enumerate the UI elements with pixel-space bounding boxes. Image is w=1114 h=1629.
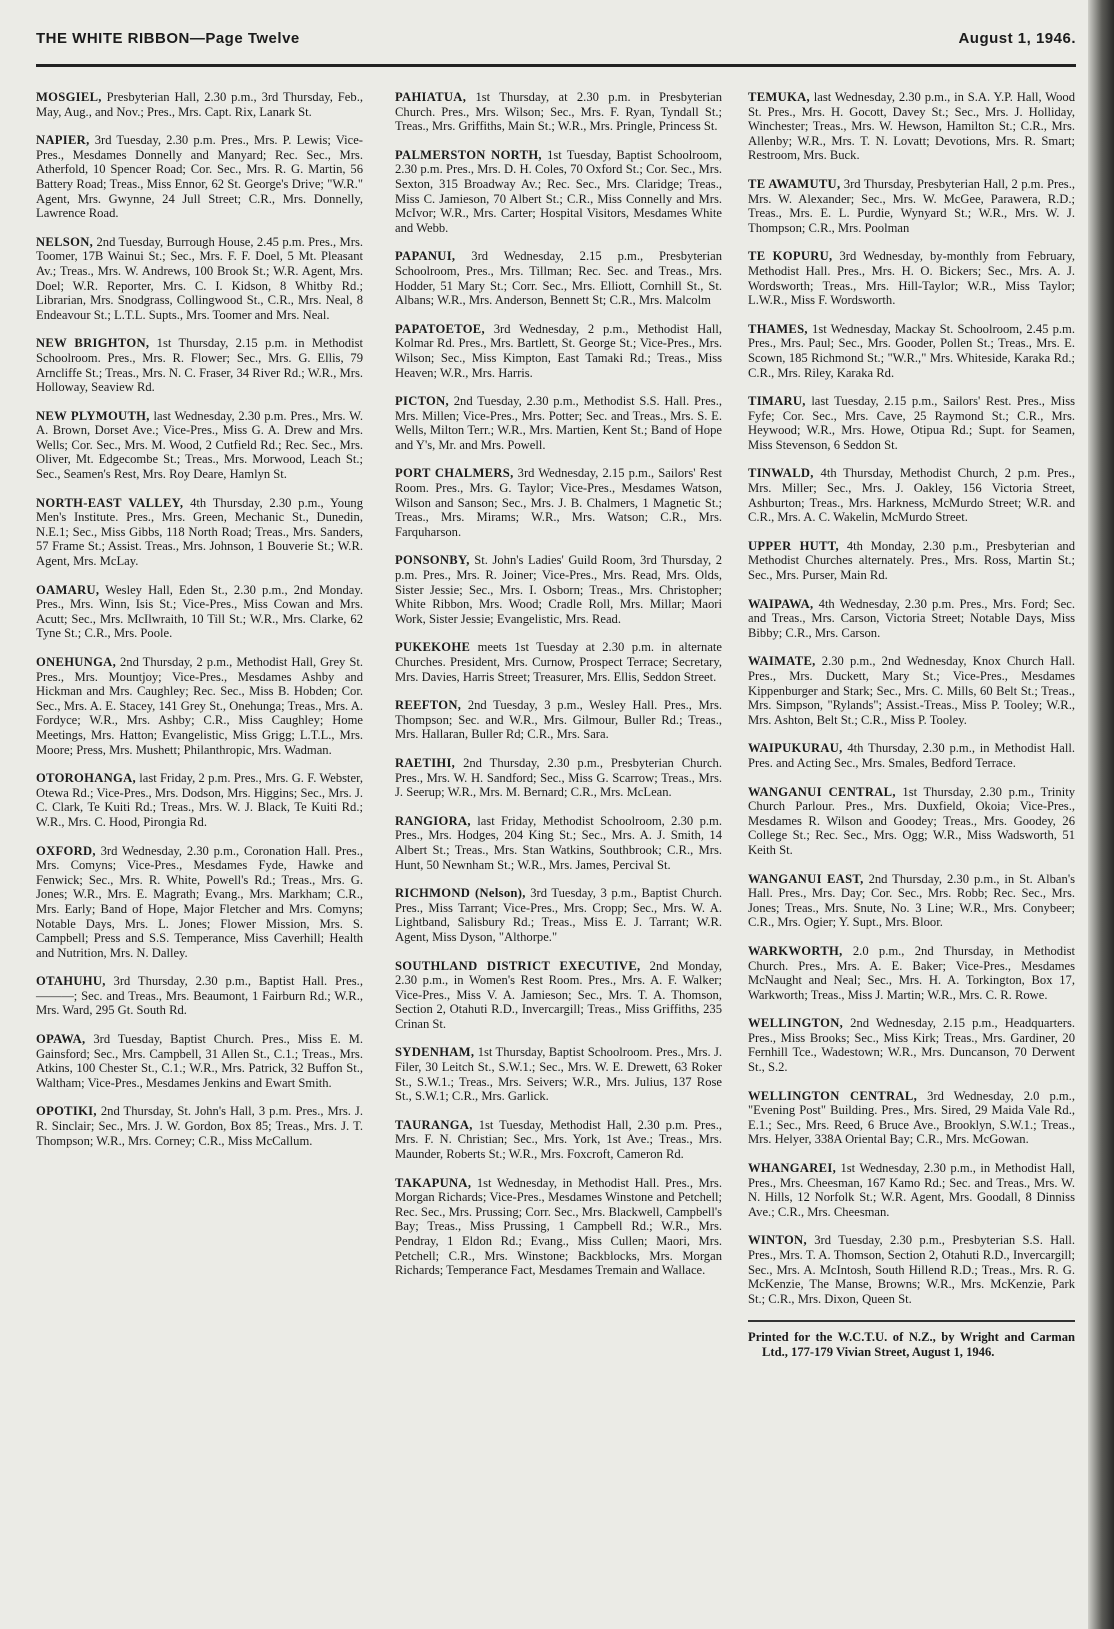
- branch-details: 3rd Thursday, Presbyterian Hall, 2 p.m. Pres., Mrs. W. Alexander; Sec., Mrs. W. McGee, Parawera, R.D.; Treas., Mrs. E. L. Purdie, Wynyard St.; W.R., Mrs. W. J. Thompson; C.R., Mrs. Poolman: [748, 176, 1075, 235]
- branch-entry: [395, 148, 722, 236]
- branch-entry: [395, 553, 722, 626]
- branch-name: RANGIORA,: [395, 813, 471, 828]
- branch-entry: [36, 235, 363, 323]
- branch-entry: [36, 844, 363, 961]
- branch-entry: [748, 654, 1075, 727]
- branch-name: NAPIER,: [36, 133, 90, 148]
- branch-name: UPPER HUTT,: [748, 538, 839, 553]
- branch-entry: [395, 394, 722, 452]
- column-3-entries: [748, 90, 1075, 1306]
- branch-name: OAMARU,: [36, 582, 100, 597]
- branch-entry: [36, 90, 363, 119]
- branch-entry: [748, 785, 1075, 858]
- branch-entry: [395, 1118, 722, 1162]
- branch-details: 1st Tuesday, Methodist Hall, 2.30 p.m. Pres., Mrs. F. N. Christian; Sec., Mrs. York, 1st Ave.; Treas., Mrs. Maunder, Roberts St.; W.R., Mrs. Foxcroft, Cameron Rd.: [395, 1117, 722, 1162]
- branch-entry: [395, 90, 722, 134]
- branch-entry: [36, 133, 363, 221]
- branch-name: TAURANGA,: [395, 1117, 473, 1132]
- page-edge-shadow: [1088, 0, 1114, 1629]
- branch-entry: [748, 597, 1075, 641]
- branch-details: 3rd Tuesday, 2.30 p.m., Presbyterian S.S. Hall. Pres., Mrs. T. A. Thomson, Section 2, Otahuti R.D., Invercargill; Sec., Mrs. A. McIntosh, South Hillend R.D.; Treas., Mrs. R. G. McKenzie, The Manse, Browns; W.R., Mrs. McKenzie, Park St.; C.R., Mrs. Dixon, Queen St.: [748, 1233, 1075, 1306]
- branch-details: 3rd Wednesday, by-monthly from February, Methodist Hall. Pres., Mrs. H. O. Bickers; Sec., Mrs. A. J. Wordsworth; Treas., Mrs. Hill-Taylor; W.R., Miss Taylor; L.W.R., Miss F. Wordsworth.: [748, 249, 1075, 308]
- branch-name: WHANGAREI,: [748, 1161, 837, 1176]
- branch-entry: [36, 974, 363, 1018]
- branch-entry: [395, 249, 722, 307]
- branch-details: 4th Thursday, Methodist Church, 2 p.m. Pres., Mrs. Miller; Sec., Mrs. J. Oakley, 156 Victoria Street, Ashburton; Treas., Mrs. Harkness, McMurdo Street; W.R. and C.R., Mrs. A. C. Wakelin, McMurdo Street.: [748, 466, 1075, 525]
- branch-entry: [748, 872, 1075, 930]
- branch-details: 3rd Wednesday, 2.30 p.m., Coronation Hall. Pres., Mrs. Comyns; Vice-Pres., Mesdames Fyde, Hawke and Fenwick; Sec., Mrs. R. White, Powell's Rd.; Treas., Mrs. G. Jones; W.R., Mrs. E. Magrath; Evang., Mrs. Markham; C.R., Mrs. Early; Band of Hope, Major Fletcher and Mrs. Comyns; Notable Days, Mrs. L. Jones; Flower Mission, Mrs. S. Campbell; Press and S.S. Temperance, Miss Caverhill; Health and Nutrition, Mrs. N. Dalley.: [36, 843, 364, 960]
- page-header: [36, 30, 1076, 54]
- branch-name: TE KOPURU,: [748, 249, 833, 264]
- branch-entry: [748, 539, 1075, 583]
- branch-name: SOUTHLAND DISTRICT EXECUTIVE,: [395, 958, 641, 973]
- branch-name: TAKAPUNA,: [395, 1175, 472, 1190]
- branch-name: WARKWORTH,: [748, 943, 843, 958]
- branch-name: TIMARU,: [748, 394, 806, 409]
- branch-name: ONEHUNGA,: [36, 655, 117, 669]
- branch-name: PONSONBY,: [395, 553, 470, 568]
- branch-name: WELLINGTON,: [748, 1016, 844, 1031]
- branch-details: 3rd Wednesday, 2.0 p.m., "Evening Post" Building. Pres., Mrs. Sired, 29 Maida Vale Rd., E.1.; Sec., Mrs. Reed, 6 Bruce Ave., Brooklyn, S.W.1.; Treas., Mrs. Helyer, 338A Oriental Bay; C.R., Mrs. McGowan.: [748, 1088, 1075, 1147]
- branch-name: NEW PLYMOUTH,: [36, 408, 150, 423]
- branch-entry: [36, 655, 363, 757]
- branch-entry: [395, 466, 722, 539]
- column-1: [36, 90, 363, 1162]
- branch-entry: [395, 698, 722, 742]
- column-3: [748, 90, 1075, 1360]
- branch-entry: [748, 1161, 1075, 1219]
- branch-details: 1st Wednesday, in Methodist Hall. Pres., Mrs. Morgan Richards; Vice-Pres., Mesdames Winstone and Petchell; Rec. Sec., Mrs. Prussing; Corr. Sec., Mrs. Blackwell, Campbell's Bay; Treas., Miss Prussing, 1 Campbell Rd.; W.R., Mrs. Pendray, 1 Eldon Rd.; Evang., Miss Cullen; Maori, Mrs. Petchell; C.R., Mrs. Winstone; Backblocks, Mrs. Morgan Richards; Temperance Fact, Mesdames Tremain and Wallace.: [395, 1175, 722, 1278]
- branch-details: St. John's Ladies' Guild Room, 3rd Thursday, 2 p.m. Pres., Mrs. R. Joiner; Vice-Pres., Mrs. Read, Mrs. Olds, Sister Jessie; Sec., Mrs. I. Osborn; Treas., Mrs. Christopher; White Ribbon, Mrs. Wood; Cradle Roll, Mrs. Millar; Maori Work, Sister Jessie; Evangelistic, Mrs. Read.: [395, 553, 722, 626]
- branch-entry: [395, 322, 722, 380]
- branch-entry: [395, 640, 722, 684]
- branch-details: 3rd Wednesday, 2.15 p.m., Presbyterian Schoolroom, Pres., Mrs. Tillman; Rec. Sec. and Treas., Mrs. Hodder, 51 Mary St.; Corr. Sec., Mrs. Elliott, Cornhill St., St. Albans; W.R., Mrs. Anderson, Bennett St; C.R., Mrs. Malcolm: [395, 249, 722, 308]
- branch-name: OTAHUHU,: [36, 974, 106, 989]
- branch-details: 2nd Monday, 2.30 p.m., in Women's Rest Room. Pres., Mrs. A. F. Walker; Vice-Pres., Miss V. A. Jamieson; Sec., Mrs. T. A. Thomson, Section 2, Otahuti R.D., Invercargill; Treas., Miss Griffiths, 235 Crinan St.: [395, 958, 722, 1031]
- branch-details: 2nd Thursday, 2.30 p.m., Presbyterian Church. Pres., Mrs. W. H. Sandford; Sec., Miss G. Scarrow; Treas., Mrs. J. Seerup; W.R., Mrs. M. Bernard; C.R., Mrs. McLean.: [395, 755, 722, 800]
- branch-details: Wesley Hall, Eden St., 2.30 p.m., 2nd Monday. Pres., Mrs. Winn, Isis St.; Vice-Pres., Miss Cowan and Mrs. Acutt; Sec., Mrs. McIlwraith, 10 Till St.; W.R., Mrs. Clarke, 62 Tyne St.; C.R., Mrs. Poole.: [36, 582, 364, 641]
- branch-name: PORT CHALMERS,: [395, 466, 514, 481]
- branch-entry: [36, 771, 363, 829]
- branch-name: PAPATOETOE,: [395, 321, 485, 336]
- branch-details: 4th Thursday, 2.30 p.m., in Methodist Hall. Pres. and Acting Sec., Mrs. Smales, Bedford Terrace.: [748, 741, 1075, 770]
- branch-name: WANGANUI CENTRAL,: [748, 784, 896, 799]
- branch-details: 2nd Thursday, 2.30 p.m., in St. Alban's Hall. Pres., Mrs. Day; Cor. Sec., Mrs. Robb; Rec. Sec., Mrs. Jones; Treas., Mrs. Snute, No. 3 Line; W.R., Mrs. Conybeer; C.R., Mrs. Ogier; Y. Supt., Mrs. Bloor.: [748, 871, 1075, 930]
- branch-details: 3rd Tuesday, 3 p.m., Baptist Church. Pres., Miss Tarrant; Vice-Pres., Mrs. Cropp; Sec., Mrs. W. A. Lightband, Salisbury Rd.; Treas., Miss E. J. Tarrant; W.R. Agent, Miss Dyson, "Althorpe.": [395, 886, 722, 944]
- branch-name: OPOTIKI,: [36, 1104, 97, 1119]
- branch-entry: [36, 1104, 363, 1148]
- branch-entry: [748, 177, 1075, 235]
- branch-details: last Friday, Methodist Schoolroom, 2.30 p.m. Pres., Mrs. Hodges, 204 King St.; Sec., Mrs. A. J. Smith, 14 Albert St.; Treas., Mrs. Stan Watkins, Southbrook; C.R., Mrs. Hunt, 50 Newnham St.; W.R., Mrs. James, Percival St.: [395, 813, 722, 872]
- branch-name: RICHMOND (Nelson),: [395, 886, 526, 901]
- branch-details: 3rd Wednesday, 2 p.m., Methodist Hall, Kolmar Rd. Pres., Mrs. Bartlett, St. George St.; Vice-Pres., Mrs. Wilson; Sec., Miss Kimpton, East Tamaki Rd.; Treas., Miss Heaven; W.R., Mrs. Harris.: [395, 321, 722, 380]
- branch-details: 2.30 p.m., 2nd Wednesday, Knox Church Hall. Pres., Mrs. Duckett, Mary St.; Vice-Pres., Mesdames Kippenburger and Stark; Sec., Mrs. C. Mills, 60 Belt St.; Treas., Mrs. Simpson, "Rylands"; Assist.-Treas., Miss P. Tooley; W.R., Mrs. Ashton, Belt St.; C.R., Miss P. Tooley.: [748, 654, 1075, 727]
- branch-details: 4th Monday, 2.30 p.m., Presbyterian and Methodist Churches alternately. Pres., Mrs. Ross, Martin St.; Sec., Mrs. Purser, Main Rd.: [748, 538, 1076, 583]
- branch-entry: [748, 466, 1075, 524]
- branch-name: OPAWA,: [36, 1032, 86, 1047]
- branch-entry: [748, 90, 1075, 163]
- page-date: August 1, 1946.: [958, 30, 1076, 47]
- branch-details: 2nd Tuesday, Burrough House, 2.45 p.m. Pres., Mrs. Toomer, 17B Wainui St.; Sec., Mrs. F. F. Doel, 5 Mt. Pleasant Av.; Treas., Mrs. W. Andrews, 100 Brook St.; W.R. Agent, Mrs. Doel; W.R. Reporter, Mrs. C. I. Kidson, 8 Whitby Rd.; Librarian, Mrs. Snodgrass, Collingwood St., C.R., Mrs. Neal, 8 Endeavour St.; L.T.L. Supts., Mrs. Toomer and Mrs. Neal.: [36, 234, 363, 322]
- branch-details: Presbyterian Hall, 2.30 p.m., 3rd Thursday, Feb., May, Aug., and Nov.; Pres., Mrs. Capt. Rix, Lanark St.: [36, 90, 363, 119]
- branch-name: RAETIHI,: [395, 755, 456, 770]
- branch-name: NORTH-EAST VALLEY,: [36, 495, 184, 510]
- branch-entry: [748, 322, 1075, 380]
- branch-details: 3rd Wednesday, 2.15 p.m., Sailors' Rest Room. Pres., Mrs. G. Taylor; Vice-Pres., Mesdames Watson, Wilson and Sanson; Sec., Mrs. J. B. Chalmers, 1 Magnetic St.; Treas., Mrs. Mirams; W.R., Mrs. Watson; C.R., Mrs. Farquharson.: [395, 466, 722, 539]
- branch-entry: [748, 741, 1075, 770]
- branch-details: 2.0 p.m., 2nd Thursday, in Methodist Church. Pres., Mrs. A. E. Baker; Vice-Pres., Mesdames McNaught and Neal; Sec., Mrs. H. A. Torkington, Box 17, Warkworth; Treas., Miss J. Martin; W.R., Mrs. C. R. Rowe.: [748, 943, 1076, 1002]
- branch-name: WELLINGTON CENTRAL,: [748, 1088, 918, 1103]
- page-title: THE WHITE RIBBON—Page Twelve: [36, 30, 300, 47]
- branch-name: PUKEKOHE: [395, 640, 471, 655]
- branch-name: TINWALD,: [748, 466, 814, 481]
- branch-details: meets 1st Tuesday at 2.30 p.m. in alternate Churches. President, Mrs. Curnow, Prospect Terrace; Secretary, Mrs. Davies, Harris Street; Treasurer, Mrs. Ellis, Seddon Street.: [395, 640, 722, 684]
- printer-note: Printed for the W.C.T.U. of N.Z., by Wright and Carman Ltd., 177-179 Vivian Street, August 1, 1946.: [748, 1320, 1075, 1360]
- branch-details: 1st Thursday, at 2.30 p.m. in Presbyterian Church. Pres., Mrs. Wilson; Sec., Mrs. F. Ryan, Tyndall St.; Treas., Mrs. Griffiths, Main St.; W.R., Mrs. Pringle, Princess St.: [395, 90, 722, 134]
- branch-details: last Tuesday, 2.15 p.m., Sailors' Rest. Pres., Miss Fyfe; Cor. Sec., Mrs. Cave, 25 Raymond St.; C.R., Mrs. Heywood; W.R., Mrs. Howe, Otipua Rd.; Supt. for Seamen, Miss Stevenson, 6 Seddon St.: [748, 394, 1075, 452]
- branch-entry: [748, 1233, 1075, 1306]
- branch-details: last Wednesday, 2.30 p.m. Pres., Mrs. W. A. Brown, Dorset Ave.; Vice-Pres., Miss G. A. Drew and Mrs. Wells; Cor. Sec., Mrs. M. Wood, 2 Cutfield Rd.; Rec. Sec., Mrs. Oliver, Mt. Edgecombe St.; Treas., Mrs. Morwood, Leach St.; Sec., Seamen's Rest, Mrs. Roy Deare, Hamlyn St.: [36, 408, 363, 482]
- branch-details: 2nd Thursday, St. John's Hall, 3 p.m. Pres., Mrs. J. R. Sinclair; Sec., Mrs. J. W. Gordon, Box 85; Treas., Mrs. J. T. Thompson; W.R., Mrs. Corney; C.R., Miss McCallum.: [36, 1104, 363, 1148]
- branch-entry: [36, 496, 363, 569]
- branch-name: WANGANUI EAST,: [748, 871, 864, 886]
- branch-entry: [748, 1089, 1075, 1147]
- branch-details: 1st Thursday, Baptist Schoolroom. Pres., Mrs. J. Filer, 30 Leitch St., S.W.1.; Sec., Mrs. W. E. Drewett, 63 Roker St., S.W.1.; Treas., Mrs. Seivers; W.R., Mrs. Julius, 137 Rose St., S.W.1; C.R., Mrs. Garlick.: [395, 1045, 722, 1104]
- branch-details: last Wednesday, 2.30 p.m., in S.A. Y.P. Hall, Wood St. Pres., Mrs. H. Gocott, Davey St.; Sec., Mrs. J. Holliday, Winchester; Treas., Mrs. W. Hewson, Hamilton St.; C.R., Mrs. Allenby; W.R., Mrs. T. N. Lovatt; Devotions, Mrs. R. Smart; Restroom, Mrs. Buck.: [748, 90, 1075, 163]
- branch-name: WAIPAWA,: [748, 596, 814, 611]
- branch-details: 1st Wednesday, Mackay St. Schoolroom, 2.45 p.m. Pres., Mrs. Paul; Sec., Mrs. Gooder, Pollen St.; Treas., Mrs. E. Scown, 185 Richmond St.; "W.R.," Mrs. Whiteside, Karaka Rd.; C.R., Mrs. Riley, Karaka Rd.: [748, 321, 1075, 380]
- column-2: [395, 90, 722, 1292]
- branch-name: PAHIATUA,: [395, 90, 467, 104]
- branch-name: WINTON,: [748, 1233, 807, 1248]
- branch-entry: [395, 886, 722, 944]
- branch-entry: [395, 756, 722, 800]
- branch-name: NELSON,: [36, 234, 94, 249]
- branch-name: SYDENHAM,: [395, 1045, 475, 1060]
- branch-entry: [748, 944, 1075, 1002]
- header-rule: [36, 64, 1076, 67]
- branch-entry: [748, 1016, 1075, 1074]
- branch-details: 3rd Tuesday, 2.30 p.m. Pres., Mrs. P. Lewis; Vice-Pres., Mesdames Donnelly and Manyard; Rec. Sec., Mrs. Atherfold, 10 Spencer Road; Cor. Sec., Mrs. R. G. Martin, 56 Battery Road; Treas., Miss Ennor, 62 St. George's Drive; "W.R." Agent, Mrs. Gwynne, 24 Jull Street; C.R., Mrs. Donnelly, Lawrence Road.: [36, 133, 363, 221]
- branch-name: OTOROHANGA,: [36, 771, 136, 786]
- branch-name: OXFORD,: [36, 843, 96, 858]
- branch-name: WAIMATE,: [748, 654, 816, 669]
- branch-entry: [36, 336, 363, 394]
- branch-details: 2nd Thursday, 2 p.m., Methodist Hall, Grey St. Pres., Mrs. Mountjoy; Vice-Pres., Mesdames Ashby and Hickman and Mrs. Caughley; Rec. Sec., Miss B. Hobden; Cor. Sec., Mrs. A. E. Stacey, 141 Grey St., Onehunga; Treas., Mrs. A. Fordyce; W.R., Mrs. Ashby; C.R., Miss Caughley; Home Meetings, Mrs. Hatton; Evangelistic, Miss Grigg; L.T.L., Mrs. Moore; Press, Mrs. Mushett; Philanthropic, Mrs. Wadman.: [36, 655, 363, 757]
- branch-entry: [395, 814, 722, 872]
- branch-details: 1st Thursday, 2.15 p.m. in Methodist Schoolroom. Pres., Mrs. R. Flower; Sec., Mrs. G. Ellis, 79 Arncliffe St.; Treas., Mrs. N. C. Fraser, 34 River Rd.; W.R., Mrs. Holloway, Seaview Rd.: [36, 336, 363, 395]
- branch-details: 2nd Tuesday, 2.30 p.m., Methodist S.S. Hall. Pres., Mrs. Millen; Vice-Pres., Mrs. Potter; Sec. and Treas., Mrs. S. E. Wells, Milton Terr.; W.R., Mrs. Martien, Kent St.; Band of Hope and Y's, Mr. and Mrs. Powell.: [395, 394, 722, 452]
- branch-name: NEW BRIGHTON,: [36, 336, 150, 351]
- branch-entry: [36, 1032, 363, 1090]
- branch-entry: [395, 1045, 722, 1103]
- branch-details: 3rd Tuesday, Baptist Church. Pres., Miss E. M. Gainsford; Sec., Mrs. Campbell, 31 Allen St., C.1.; Treas., Mrs. Atkins, 100 Chester St., C.1.; W.R., Mrs. Patrick, 32 Buffon St., Waltham; Vice-Pres., Mesdames Jenkins and Ewart Smith.: [36, 1032, 363, 1090]
- branch-name: MOSGIEL,: [36, 90, 102, 104]
- branch-details: 4th Thursday, 2.30 p.m., Young Men's Institute. Pres., Mrs. Green, Mechanic St., Dunedin, N.E.1; Sec., Miss Gibbs, 118 North Road; Treas., Mrs. Sanders, 57 Frame St.; Assist. Treas., Mrs. Johnson, 1 Bouverie St.; W.R. Agent, Mrs. McLay.: [36, 495, 363, 569]
- branch-name: TEMUKA,: [748, 90, 810, 104]
- branch-entry: [748, 394, 1075, 452]
- branch-details: 1st Thursday, 2.30 p.m., Trinity Church Parlour. Pres., Mrs. Duxfield, Okoia; Vice-Pres., Mesdames R. Wilson and Goodey; Treas., Mrs. Goodey, 26 College St.; Rec. Sec., Mrs. Ogg; W.R., Miss Wadsworth, 51 Keith St.: [748, 784, 1076, 857]
- branch-name: PICTON,: [395, 394, 449, 409]
- branch-details: 3rd Thursday, 2.30 p.m., Baptist Hall. Pres., ———; Sec. and Treas., Mrs. Beaumont, 1 Fairburn Rd.; W.R., Mrs. Ward, 295 Gt. South Rd.: [36, 974, 363, 1018]
- branch-name: THAMES,: [748, 321, 808, 336]
- branch-name: PAPANUI,: [395, 249, 456, 264]
- branch-details: 2nd Wednesday, 2.15 p.m., Headquarters. Pres., Miss Brooks; Sec., Miss Kirk; Treas., Mrs. Gardiner, 20 Fernhill Tce., Wadestown; W.R., Mrs. Duncanson, 70 Derwent St., S.2.: [748, 1016, 1075, 1075]
- branch-details: 4th Wednesday, 2.30 p.m. Pres., Mrs. Ford; Sec. and Treas., Mrs. Carson, Victoria Street; Notable Days, Miss Bibby; C.R., Mrs. Carson.: [748, 596, 1075, 640]
- branch-details: last Friday, 2 p.m. Pres., Mrs. G. F. Webster, Otewa Rd.; Vice-Pres., Mrs. Dodson, Mrs. Higgins; Sec., Mrs. J. C. Clark, Te Kuiti Rd.; Treas., Mrs. W. J. Black, Te Kuiti Rd.; W.R., Mrs. C. Hood, Pirongia Rd.: [36, 771, 363, 829]
- branch-name: REEFTON,: [395, 698, 462, 713]
- branch-entry: [395, 1176, 722, 1278]
- branch-entry: [748, 249, 1075, 307]
- branch-name: PALMERSTON NORTH,: [395, 147, 542, 162]
- branch-entry: [395, 959, 722, 1032]
- branch-entry: [36, 409, 363, 482]
- branch-details: 2nd Tuesday, 3 p.m., Wesley Hall. Pres., Mrs. Thompson; Sec. and W.R., Mrs. Gilmour, Buller Rd.; Treas., Mrs. Hallaran, Buller Rd; C.R., Mrs. Sara.: [395, 698, 722, 742]
- branch-details: 1st Tuesday, Baptist Schoolroom, 2.30 p.m. Pres., Mrs. D. H. Coles, 70 Oxford St.; Cor. Sec., Mrs. Sexton, 315 Broadway Av.; Rec. Sec., Mrs. Claridge; Treas., Miss C. Jamieson, 70 Albert St.; C.R., Miss Connelly and Mrs. McIvor; W.R., Mrs. Carter; Hospital Visitors, Mesdames White and Webb.: [395, 147, 723, 235]
- branch-details: 1st Wednesday, 2.30 p.m., in Methodist Hall, Pres., Mrs. Cheesman, 167 Kamo Rd.; Sec. and Treas., Mrs. W. N. Hills, 12 Norfolk St.; W.R. Agent, Mrs. Goodall, 8 Dinniss Ave.; C.R., Mrs. Cheesman.: [748, 1161, 1075, 1219]
- branch-name: TE AWAMUTU,: [748, 176, 841, 191]
- branch-name: WAIPUKURAU,: [748, 741, 843, 756]
- branch-entry: [36, 583, 363, 641]
